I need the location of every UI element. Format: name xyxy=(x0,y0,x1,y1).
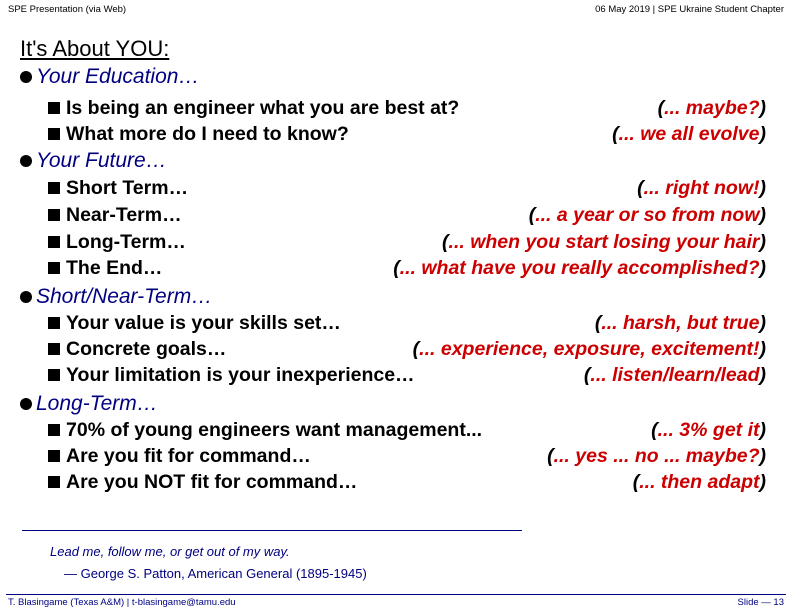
item-text: Are you fit for command… xyxy=(48,443,311,469)
list-item xyxy=(48,175,766,201)
bullet-square-icon xyxy=(48,102,60,114)
item-note: (... a year or so from now) xyxy=(528,204,766,226)
list-item xyxy=(48,121,766,147)
section-heading-future xyxy=(20,148,167,174)
bullet-square-icon xyxy=(48,424,60,436)
slide-number: Slide — 13 xyxy=(737,597,784,608)
footer-rule xyxy=(6,594,786,595)
bullet-square-icon xyxy=(48,476,60,488)
item-text: Your limitation is your inexperience… xyxy=(48,362,415,388)
item-note: (... experience, exposure, excitement!) xyxy=(412,338,766,360)
list-item xyxy=(48,336,766,362)
item-text: What more do I need to know? xyxy=(48,121,349,147)
bullet-square-icon xyxy=(48,450,60,462)
section-heading-text: Your Future… xyxy=(36,149,167,172)
bullet-square-icon xyxy=(48,343,60,355)
bullet-square-icon xyxy=(48,262,60,274)
list-item xyxy=(48,95,766,121)
list-item xyxy=(48,310,766,336)
quote-text: Lead me, follow me, or get out of my way. xyxy=(50,544,290,559)
bullet-square-icon xyxy=(48,236,60,248)
list-item xyxy=(48,469,766,495)
item-text: Your value is your skills set… xyxy=(48,310,341,336)
list-item xyxy=(48,229,766,255)
item-note: (... listen/learn/lead) xyxy=(583,364,766,386)
item-note: (... maybe?) xyxy=(657,97,766,119)
slide-title: It's About YOU: xyxy=(20,36,170,61)
bullet-dot-icon xyxy=(20,71,32,83)
header-presentation-label: SPE Presentation (via Web) xyxy=(8,4,127,15)
bullet-square-icon xyxy=(48,128,60,140)
item-note: (... harsh, but true) xyxy=(594,312,766,334)
list-item xyxy=(48,255,766,281)
item-text: 70% of young engineers want management... xyxy=(48,417,482,443)
item-note: (... 3% get it) xyxy=(651,419,766,441)
item-note: (... then adapt) xyxy=(632,471,766,493)
list-item xyxy=(48,443,766,469)
section-heading-text: Short/Near-Term… xyxy=(36,285,213,308)
item-text: Is being an engineer what you are best at? xyxy=(48,95,459,121)
footer-author: T. Blasingame (Texas A&M) | t-blasingame@tamu.edu xyxy=(8,597,236,608)
item-note: (... right now!) xyxy=(637,177,766,199)
bullet-dot-icon xyxy=(20,155,32,167)
list-item xyxy=(48,202,766,228)
item-text: Short Term… xyxy=(48,175,188,201)
quote-divider xyxy=(22,530,522,531)
item-text: Long-Term… xyxy=(48,229,186,255)
section-heading-text: Long-Term… xyxy=(36,392,158,415)
bullet-square-icon xyxy=(48,369,60,381)
item-text: Concrete goals… xyxy=(48,336,226,362)
list-item xyxy=(48,417,766,443)
header-date-event: 06 May 2019 | SPE Ukraine Student Chapter xyxy=(595,4,784,15)
item-text: Near-Term… xyxy=(48,202,182,228)
item-note: (... we all evolve) xyxy=(612,123,766,145)
list-item xyxy=(48,362,766,388)
section-heading-text: Your Education… xyxy=(36,65,200,88)
item-note: (... what have you really accomplished?) xyxy=(393,257,766,279)
item-text: Are you NOT fit for command… xyxy=(48,469,357,495)
section-heading-long-term xyxy=(20,391,158,417)
bullet-dot-icon xyxy=(20,291,32,303)
bullet-dot-icon xyxy=(20,398,32,410)
item-text: The End… xyxy=(48,255,162,281)
bullet-square-icon xyxy=(48,182,60,194)
bullet-square-icon xyxy=(48,317,60,329)
section-heading-education xyxy=(20,64,199,90)
section-heading-short-near-term xyxy=(20,284,212,310)
item-note: (... when you start losing your hair) xyxy=(442,231,766,253)
item-note: (... yes ... no ... maybe?) xyxy=(547,445,766,467)
quote-attribution: — George S. Patton, American General (1895-1945) xyxy=(64,566,367,581)
bullet-square-icon xyxy=(48,209,60,221)
